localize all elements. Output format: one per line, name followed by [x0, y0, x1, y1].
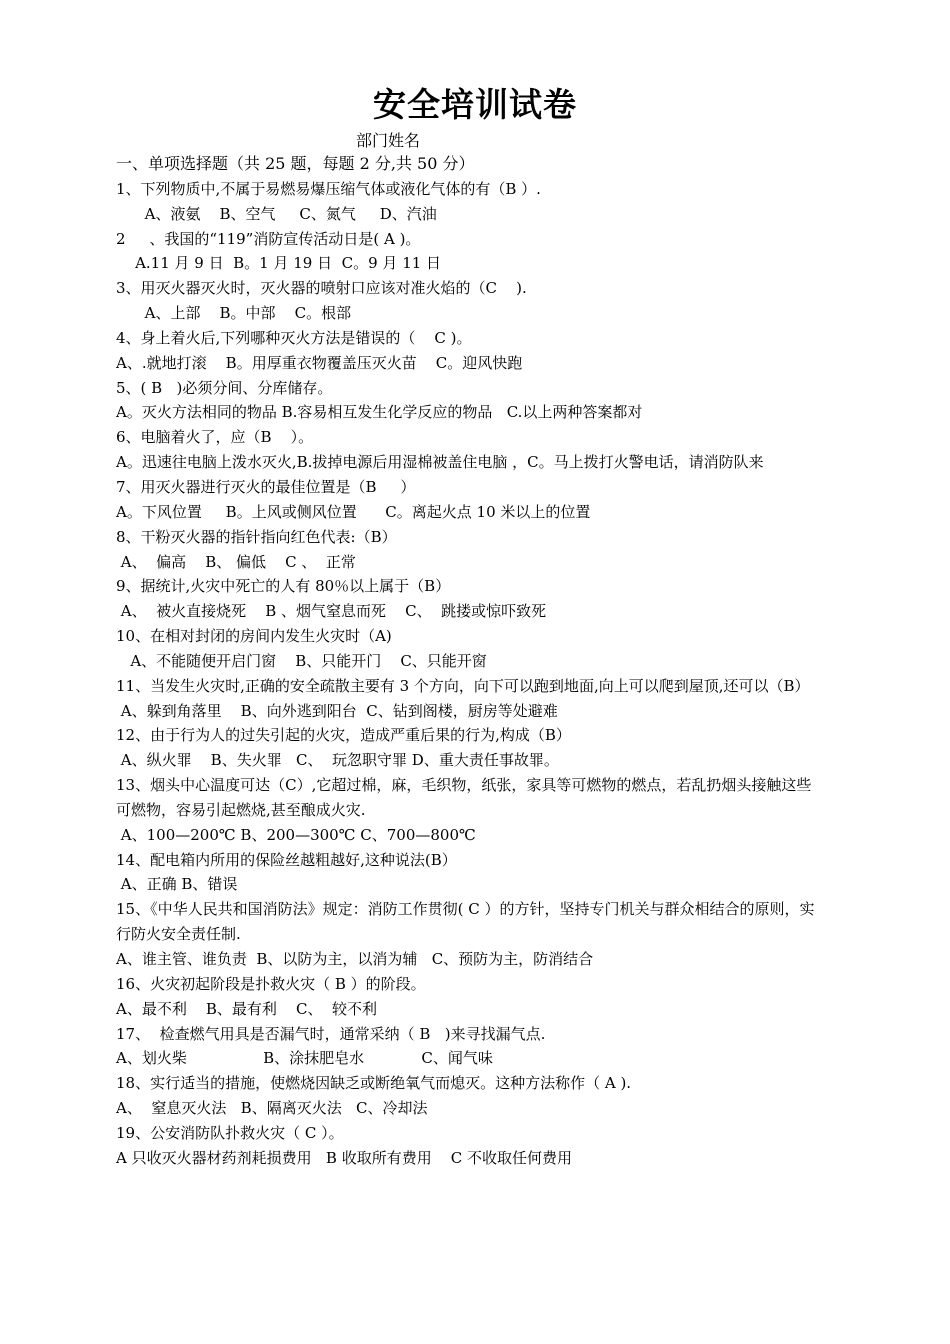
- question-line: A、躲到角落里 B、向外逃到阳台 C、钻到阁楼，厨房等处避难: [116, 701, 558, 720]
- question-line: A、纵火罪 B、失火罪 C、 玩忽职守罪 D、重大责任事故罪。: [116, 751, 559, 770]
- question-line: A、划火柴 B、涂抹肥皂水 C、闻气味: [116, 1049, 493, 1068]
- question-line: 1、下列物质中,不属于易燃易爆压缩气体或液化气体的有（B ）.: [116, 179, 541, 198]
- question-line: A、最不利 B、最有利 C、 较不利: [116, 999, 378, 1018]
- question-line: 4、身上着火后,下列哪种灭火方法是错误的（ C )。: [116, 328, 472, 347]
- question-line: A、谁主管、谁负责 B、以防为主，以消为辅 C、预防为主，防消结合: [116, 950, 594, 968]
- question-line: 17、 检查燃气用具是否漏气时，通常采纳（ B )来寻找漏气点.: [116, 1024, 546, 1043]
- question-line: 6、电脑着火了，应（B ）。: [116, 428, 314, 447]
- question-line: 18、实行适当的措施，使燃烧因缺乏或断绝氧气而熄灭。这种方法称作（ A ).: [116, 1074, 632, 1093]
- department-name-field: 部门姓名: [356, 131, 421, 150]
- exam-body: [116, 152, 822, 1171]
- section-heading: 一、单项选择题（共 25 题，每题 2 分,共 50 分）: [116, 154, 475, 173]
- question-line: 14、配电箱内所用的保险丝越粗越好,这种说法(B）: [116, 850, 457, 869]
- question-line: A、.就地打滚 B。用厚重衣物覆盖压灭火苗 C。迎风快跑: [116, 353, 523, 372]
- question-line: 19、公安消防队扑救火灾（ C ）。: [116, 1123, 344, 1142]
- question-line: A、100—200℃ B、200—300℃ C、700—800℃: [116, 825, 476, 844]
- question-line: A、正确 B、错误: [116, 875, 238, 894]
- question-line: 8、干粉灭火器的指针指向红色代表:（B）: [116, 527, 397, 546]
- question-line: 3、用灭火器灭火时，灭火器的喷射口应该对准火焰的（C ).: [116, 279, 527, 298]
- question-line: 5、( B )必须分间、分库储存。: [116, 378, 333, 397]
- question-line: A。灭火方法相同的物品 B.容易相互发生化学反应的物品 C.以上两种答案都对: [116, 403, 643, 422]
- question-line: 9、据统计,火灾中死亡的人有 80％以上属于（B）: [116, 577, 451, 596]
- question-line: A 只收灭火器材药剂耗损费用 B 收取所有费用 C 不收取任何费用: [116, 1148, 573, 1167]
- question-line: A.11 月 9 日 B。1 月 19 日 C。9 月 11 日: [116, 254, 442, 273]
- page-title: 安全培训试卷: [373, 85, 577, 124]
- question-line: 11、当发生火灾时,正确的安全疏散主要有 3 个方向，向下可以跑到地面,向上可以爬到屋顶,还可以（B）: [116, 676, 810, 695]
- question-line: A、 偏高 B、 偏低 C 、 正常: [116, 552, 356, 571]
- question-line: A。下风位置 B。上风或侧风位置 C。离起火点 10 米以上的位置: [116, 502, 591, 521]
- question-line: 7、用灭火器进行灭火的最佳位置是（B ）: [116, 477, 416, 496]
- question-line: 13、烟头中心温度可达（C）,它超过棉，麻，毛织物，纸张，家具等可燃物的燃点，若乱扔烟头接触这些可燃物，容易引起燃烧,甚至酿成火灾.: [116, 776, 812, 819]
- question-line: A、 被火直接烧死 B 、烟气窒息而死 C、 跳搂或惊吓致死: [116, 602, 547, 621]
- question-line: 15、《中华人民共和国消防法》规定：消防工作贯彻( C ）的方针，坚持专门机关与群众相结合的原则，实行防火安全责任制.: [116, 900, 815, 944]
- question-line: 10、在相对封闭的房间内发生火灾时（A): [116, 627, 392, 646]
- question-line: 16、火灾初起阶段是扑救火灾（ B ）的阶段。: [116, 974, 426, 993]
- question-line: 2 、我国的“119”消防宣传活动日是( A )。: [116, 229, 421, 248]
- question-line: A、液氨 B、空气 C、氮气 D、汽油: [116, 204, 437, 223]
- question-line: A、上部 B。中部 C。根部: [116, 304, 352, 323]
- question-line: A、 窒息灭火法 B、隔离灭火法 C、冷却法: [116, 1099, 428, 1118]
- question-line: A。迅速往电脑上泼水灭火,B.拔掉电源后用湿棉被盖住电脑 ，C。马上拨打火警电话，请消防队来: [116, 453, 764, 472]
- question-line: A、不能随便开启门窗 B、只能开门 C、只能开窗: [116, 651, 487, 670]
- question-line: 12、由于行为人的过失引起的火灾，造成严重后果的行为,构成（B）: [116, 726, 571, 745]
